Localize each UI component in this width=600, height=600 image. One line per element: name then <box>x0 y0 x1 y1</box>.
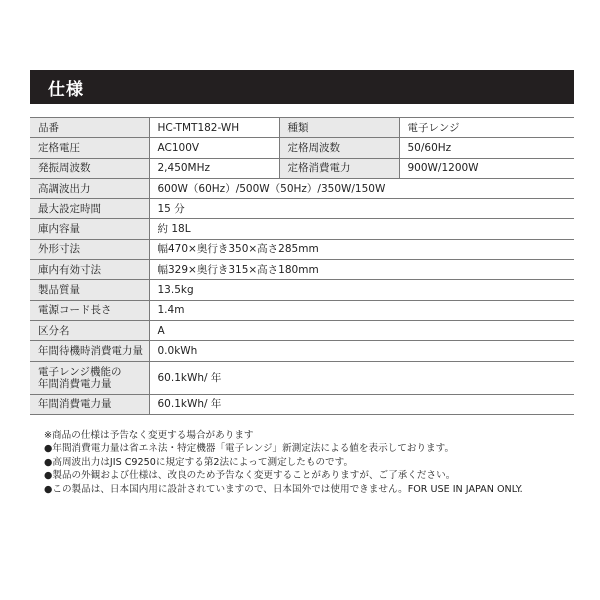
value-dimensions: 幅470×奥行き350×高さ285mm <box>149 239 574 259</box>
value-microwave-energy: 60.1kWh/ 年 <box>149 361 574 394</box>
value-type: 電子レンジ <box>399 118 574 138</box>
spec-row-interior <box>30 260 574 280</box>
spec-row-oscillation <box>30 158 574 178</box>
label-category: 区分名 <box>30 320 149 340</box>
value-frequency: 50/60Hz <box>399 138 574 158</box>
value-weight: 13.5kg <box>149 280 574 300</box>
value-max-time: 15 分 <box>149 199 574 219</box>
label-max-time: 最大設定時間 <box>30 199 149 219</box>
label-microwave-energy <box>30 361 149 394</box>
label-frequency: 定格周波数 <box>279 138 399 158</box>
spec-table <box>30 117 574 415</box>
label-cord: 電源コード長さ <box>30 300 149 320</box>
value-hf-output: 600W（60Hz）/500W（50Hz）/350W/150W <box>149 178 574 198</box>
label-annual-energy: 年間消費電力量 <box>30 394 149 414</box>
value-annual-energy: 60.1kWh/ 年 <box>149 394 574 414</box>
spec-row-weight <box>30 280 574 300</box>
value-standby: 0.0kWh <box>149 341 574 361</box>
spec-row-dimensions <box>30 239 574 259</box>
spec-header-bar <box>30 70 574 104</box>
spec-row-annual-energy <box>30 394 574 414</box>
spec-row-max-time <box>30 199 574 219</box>
value-capacity: 約 18L <box>149 219 574 239</box>
label-interior: 庫内有効寸法 <box>30 260 149 280</box>
label-hf-output: 高調波出力 <box>30 178 149 198</box>
label-dimensions: 外形寸法 <box>30 239 149 259</box>
note-item: ※商品の仕様は予告なく変更する場合があります <box>44 430 254 441</box>
notes-block <box>44 429 584 496</box>
label-microwave-energy-line2: 年間消費電力量 <box>38 377 112 390</box>
spec-row-capacity <box>30 219 574 239</box>
value-voltage: AC100V <box>149 138 279 158</box>
spec-row-hf-output <box>30 178 574 198</box>
label-capacity: 庫内容量 <box>30 219 149 239</box>
spec-row-voltage <box>30 138 574 158</box>
label-standby: 年間待機時消費電力量 <box>30 341 149 361</box>
label-voltage: 定格電圧 <box>30 138 149 158</box>
label-power: 定格消費電力 <box>279 158 399 178</box>
value-cord: 1.4m <box>149 300 574 320</box>
value-category: A <box>149 320 574 340</box>
value-oscillation: 2,450MHz <box>149 158 279 178</box>
value-power: 900W/1200W <box>399 158 574 178</box>
label-oscillation: 発振周波数 <box>30 158 149 178</box>
spec-row-cord <box>30 300 574 320</box>
spec-row-category <box>30 320 574 340</box>
label-type: 種類 <box>279 118 399 138</box>
value-interior: 幅329×奥行き315×高さ180mm <box>149 260 574 280</box>
label-model: 品番 <box>30 118 149 138</box>
note-item: ●年間消費電力量は省エネ法・特定機器「電子レンジ」新測定法による値を表示しております。 <box>44 443 455 455</box>
spec-row-standby <box>30 341 574 361</box>
value-model: HC-TMT182-WH <box>149 118 279 138</box>
label-microwave-energy-line1: 電子レンジ機能の <box>38 365 122 378</box>
spec-row-microwave-energy <box>30 361 574 394</box>
label-weight: 製品質量 <box>30 280 149 300</box>
note-item: ●製品の外観および仕様は、改良のため予告なく変更することがありますが、ご了承ください。 <box>44 470 456 482</box>
note-item: ●この製品は、日本国内用に設計されていますので、日本国外では使用できません。FOR USE IN JAPAN ONLY. <box>44 483 523 495</box>
spec-row-model <box>30 118 574 138</box>
spec-title: 仕様 <box>48 79 84 100</box>
note-item: ●高周波出力はJIS C9250に規定する第2法によって測定したものです。 <box>44 456 354 468</box>
